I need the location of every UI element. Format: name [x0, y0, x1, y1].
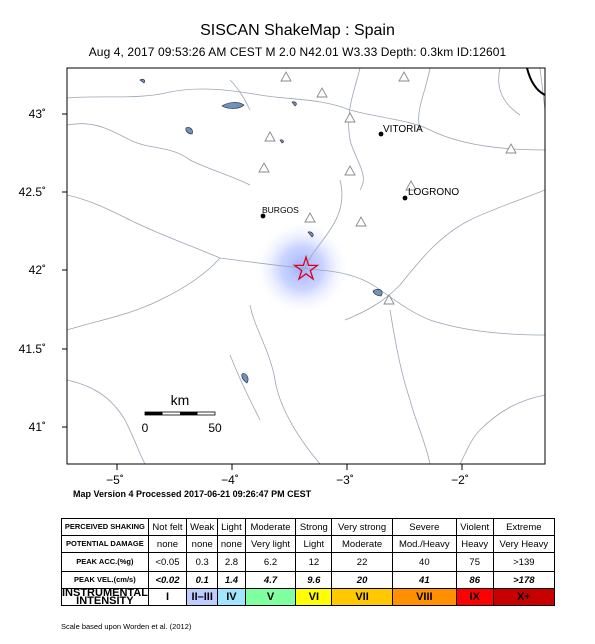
legend-row-pga [62, 553, 555, 572]
legend-cell: <0.05 [148, 553, 186, 572]
legend-cell: 4.7 [245, 572, 296, 589]
legend-row-shaking [62, 519, 555, 536]
legend-cell: Moderate [245, 519, 296, 536]
legend-cell: none [187, 536, 218, 553]
legend-cell: 22 [332, 553, 393, 572]
intensity-cell: VIII [392, 589, 456, 606]
lat-label-42-5: 42.5˚ [18, 185, 46, 199]
scale-footnote: Scale based upon Worden et al. (2012) [61, 622, 192, 631]
legend-row-head: INSTRUMENTAL INTENSITY [62, 587, 148, 607]
legend-cell: Violent [456, 519, 493, 536]
event-subtitle: Aug 4, 2017 09:53:26 AM CEST M 2.0 N42.01 W3.33 Depth: 0.3km ID:12601 [88, 45, 507, 59]
legend-cell: 0.1 [187, 572, 218, 589]
legend-row-head: POTENTIAL DAMAGE [62, 536, 149, 553]
legend-cell: 75 [456, 553, 493, 572]
city-label-vitoria: VITORIA [383, 124, 423, 135]
intensity-cell: IX [456, 589, 493, 606]
legend-cell: Light [296, 536, 332, 553]
map-version: Map Version 4 Processed 2017-06-21 09:26:47 PM CEST [73, 489, 312, 499]
city-label-logrono: LOGRONO [408, 187, 460, 198]
lat-label-41-5: 41.5˚ [18, 342, 46, 356]
intensity-cell: VI [296, 589, 332, 606]
legend-row-head: PEAK VEL.(cm/s) [62, 572, 149, 589]
legend-cell: <0.02 [148, 572, 186, 589]
legend-cell: Very Heavy [493, 536, 554, 553]
intensity-cell: VII [332, 589, 393, 606]
legend-cell: Severe [392, 519, 456, 536]
legend-row-damage [62, 536, 555, 553]
lon-label-minus-3: −3˚ [336, 473, 354, 487]
legend-cell: Strong [296, 519, 332, 536]
legend-cell: 6.2 [245, 553, 296, 572]
lon-label-minus-4: −4˚ [221, 473, 239, 487]
legend-cell: Extreme [493, 519, 554, 536]
legend-row-intensity [62, 589, 555, 606]
intensity-cell: II–III [187, 589, 218, 606]
city-dot-logrono [403, 196, 408, 201]
city-label-burgos: BURGOS [262, 205, 299, 215]
legend-cell: none [218, 536, 245, 553]
scale-bar [145, 412, 215, 415]
legend-cell: Not felt [148, 519, 186, 536]
legend-cell: 20 [332, 572, 393, 589]
legend-row-head: PERCEIVED SHAKING [62, 519, 149, 536]
legend-cell: Very strong [332, 519, 393, 536]
legend-cell: none [148, 536, 186, 553]
map-title: SISCAN ShakeMap : Spain [200, 22, 395, 39]
scale-bar-min: 0 [141, 421, 149, 435]
legend-cell: 1.4 [218, 572, 245, 589]
legend-cell: Weak [187, 519, 218, 536]
legend-cell: Very light [245, 536, 296, 553]
legend-cell: 0.3 [187, 553, 218, 572]
intensity-cell: IV [218, 589, 245, 606]
legend-cell: Heavy [456, 536, 493, 553]
lat-label-42: 42˚ [28, 263, 46, 277]
legend-cell: >178 [493, 572, 554, 589]
legend-cell: 86 [456, 572, 493, 589]
legend-cell: 9.6 [296, 572, 332, 589]
legend-cell: 12 [296, 553, 332, 572]
legend-cell: 41 [392, 572, 456, 589]
intensity-legend-table [61, 518, 555, 606]
legend-cell: >139 [493, 553, 554, 572]
intensity-cell: I [148, 589, 186, 606]
lat-label-41: 41˚ [28, 420, 46, 434]
legend-cell: Moderate [332, 536, 393, 553]
lon-label-minus-2: −2˚ [451, 473, 469, 487]
lat-label-43: 43˚ [28, 107, 46, 121]
scale-bar-max: 50 [208, 421, 222, 435]
scale-bar-unit: km [170, 392, 190, 408]
legend-cell: Mod./Heavy [392, 536, 456, 553]
legend-row-head: PEAK ACC.(%g) [62, 553, 149, 572]
intensity-cell: V [245, 589, 296, 606]
legend-cell: 40 [392, 553, 456, 572]
legend-cell: Light [218, 519, 245, 536]
lon-label-minus-5: −5˚ [106, 473, 124, 487]
legend-cell: 2.8 [218, 553, 245, 572]
intensity-cell: X+ [493, 589, 554, 606]
legend-row-pgv [62, 572, 555, 589]
